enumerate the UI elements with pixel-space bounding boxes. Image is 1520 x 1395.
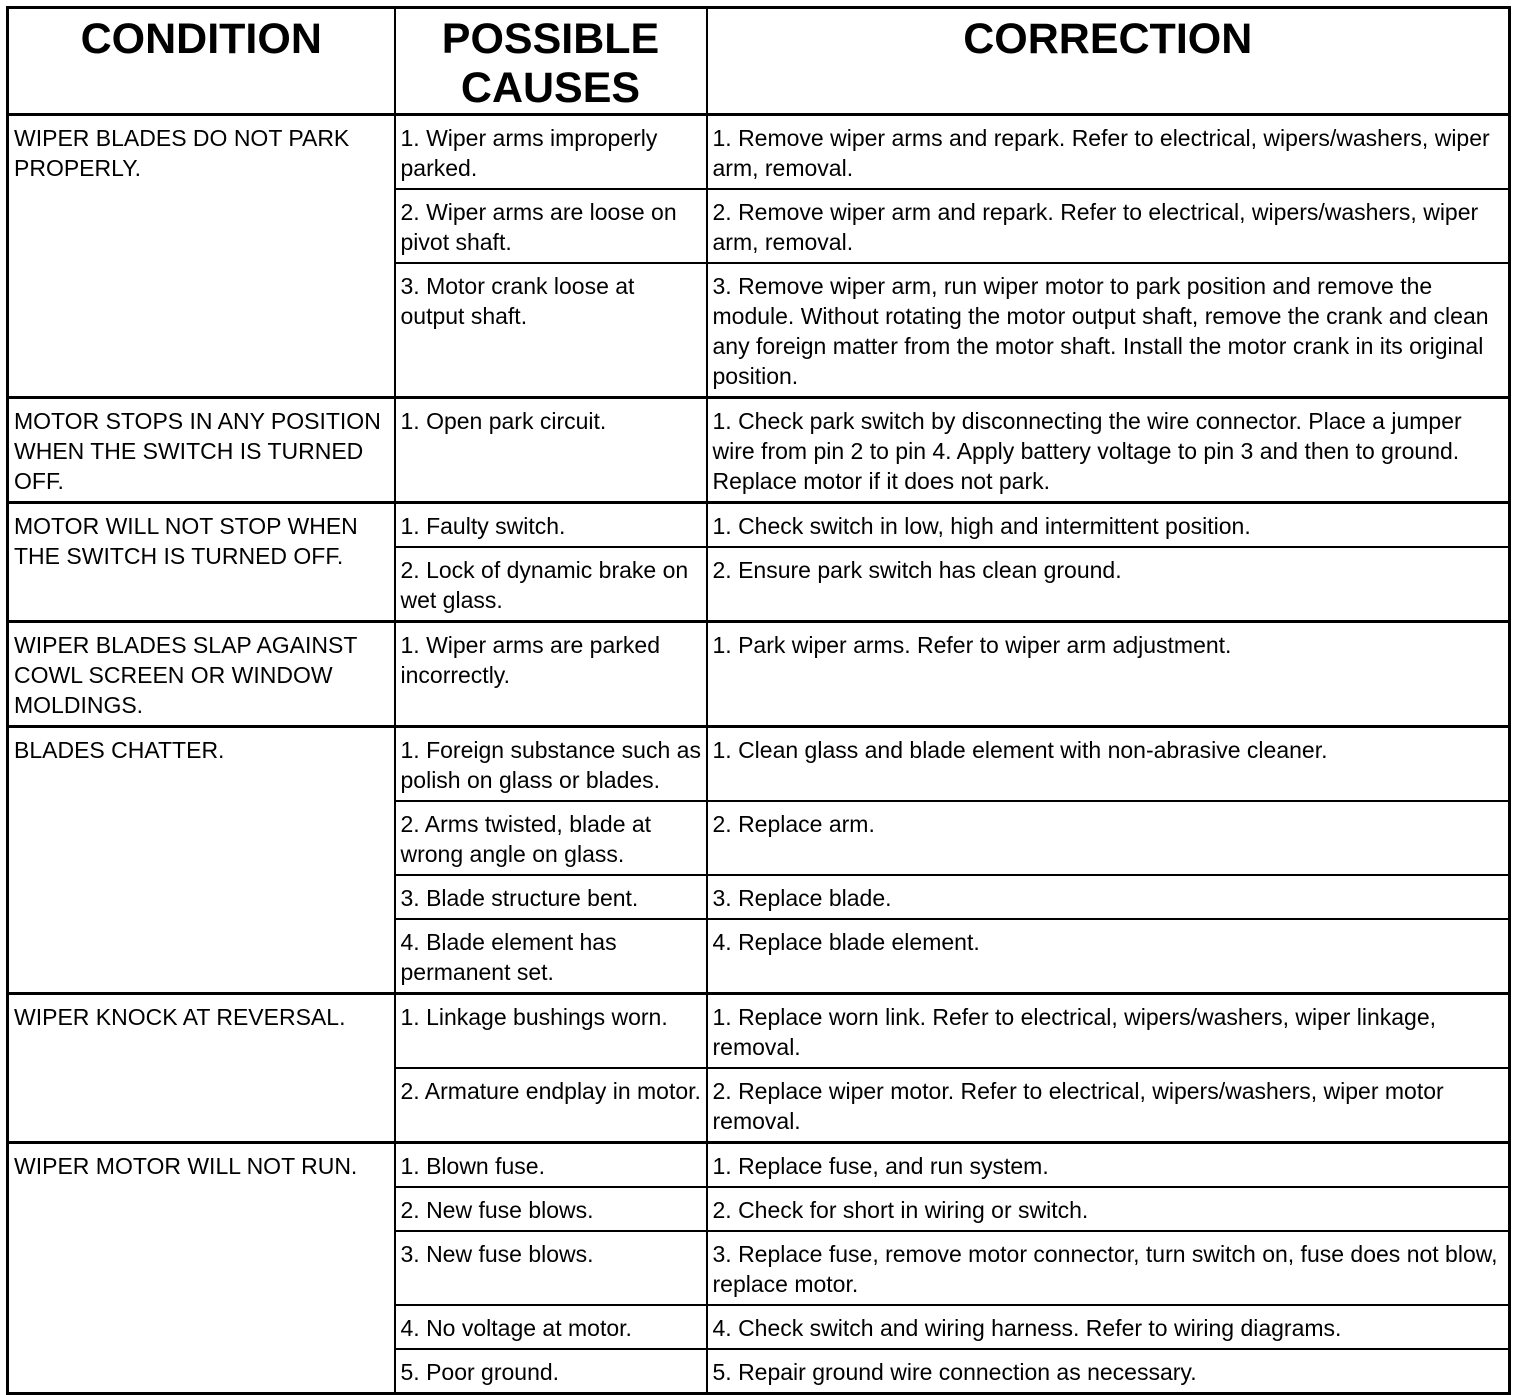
diagnosis-table (6, 6, 1511, 1395)
table-row (8, 622, 1510, 727)
table-row (8, 115, 1510, 190)
correction-cell: 2. Check for short in wiring or switch. (707, 1187, 1510, 1231)
condition-cell: WIPER BLADES DO NOT PARK PROPERLY. (8, 115, 395, 398)
condition-header: CONDITION (8, 8, 395, 115)
correction-cell: 3. Replace blade. (707, 875, 1510, 919)
possible-causes-header: POSSIBLE CAUSES (395, 8, 707, 115)
correction-cell: 1. Replace fuse, and run system. (707, 1143, 1510, 1188)
correction-cell: 1. Park wiper arms. Refer to wiper arm adjustment. (707, 622, 1510, 727)
table-row (8, 1143, 1510, 1188)
cause-cell: 1. Linkage bushings worn. (395, 994, 707, 1069)
correction-cell: 5. Repair ground wire connection as necessary. (707, 1349, 1510, 1394)
cause-cell: 2. Lock of dynamic brake on wet glass. (395, 547, 707, 622)
table-row (8, 398, 1510, 503)
correction-cell: 2. Replace wiper motor. Refer to electrical, wipers/washers, wiper motor removal. (707, 1068, 1510, 1143)
cause-cell: 3. Motor crank loose at output shaft. (395, 263, 707, 398)
cause-cell: 1. Faulty switch. (395, 503, 707, 548)
cause-cell: 5. Poor ground. (395, 1349, 707, 1394)
cause-cell: 1. Blown fuse. (395, 1143, 707, 1188)
cause-cell: 2. Armature endplay in motor. (395, 1068, 707, 1143)
correction-cell: 1. Clean glass and blade element with non-abrasive cleaner. (707, 727, 1510, 802)
condition-cell: WIPER MOTOR WILL NOT RUN. (8, 1143, 395, 1394)
correction-cell: 4. Replace blade element. (707, 919, 1510, 994)
correction-cell: 2. Replace arm. (707, 801, 1510, 875)
correction-cell: 3. Replace fuse, remove motor connector, turn switch on, fuse does not blow, replace motor. (707, 1231, 1510, 1305)
correction-cell: 1. Check switch in low, high and intermittent position. (707, 503, 1510, 548)
header-row (8, 8, 1510, 115)
cause-cell: 4. Blade element has permanent set. (395, 919, 707, 994)
correction-cell: 2. Remove wiper arm and repark. Refer to electrical, wipers/washers, wiper arm, removal. (707, 189, 1510, 263)
condition-cell: WIPER BLADES SLAP AGAINST COWL SCREEN OR WINDOW MOLDINGS. (8, 622, 395, 727)
cause-cell: 1. Wiper arms improperly parked. (395, 115, 707, 190)
cause-cell: 2. New fuse blows. (395, 1187, 707, 1231)
correction-cell: 1. Replace worn link. Refer to electrical, wipers/washers, wiper linkage, removal. (707, 994, 1510, 1069)
cause-cell: 4. No voltage at motor. (395, 1305, 707, 1349)
cause-cell: 2. Arms twisted, blade at wrong angle on glass. (395, 801, 707, 875)
condition-cell: MOTOR WILL NOT STOP WHEN THE SWITCH IS TURNED OFF. (8, 503, 395, 622)
correction-cell: 4. Check switch and wiring harness. Refer to wiring diagrams. (707, 1305, 1510, 1349)
correction-cell: 1. Remove wiper arms and repark. Refer to electrical, wipers/washers, wiper arm, removal. (707, 115, 1510, 190)
table-row (8, 994, 1510, 1069)
cause-cell: 3. New fuse blows. (395, 1231, 707, 1305)
table-row (8, 503, 1510, 548)
table-row (8, 727, 1510, 802)
correction-cell: 2. Ensure park switch has clean ground. (707, 547, 1510, 622)
cause-cell: 3. Blade structure bent. (395, 875, 707, 919)
table-body (8, 115, 1510, 1394)
correction-header: CORRECTION (707, 8, 1510, 115)
condition-cell: WIPER KNOCK AT REVERSAL. (8, 994, 395, 1143)
cause-cell: 1. Foreign substance such as polish on glass or blades. (395, 727, 707, 802)
correction-cell: 1. Check park switch by disconnecting the wire connector. Place a jumper wire from pin 2 to pin 4. Apply battery voltage to pin 3 and then to ground. Replace motor if it does not park. (707, 398, 1510, 503)
condition-cell: BLADES CHATTER. (8, 727, 395, 994)
cause-cell: 2. Wiper arms are loose on pivot shaft. (395, 189, 707, 263)
correction-cell: 3. Remove wiper arm, run wiper motor to park position and remove the module. Without rotating the motor output shaft, remove the crank and clean any foreign matter from the motor shaft. Install the motor crank in its original position. (707, 263, 1510, 398)
condition-cell: MOTOR STOPS IN ANY POSITION WHEN THE SWITCH IS TURNED OFF. (8, 398, 395, 503)
cause-cell: 1. Open park circuit. (395, 398, 707, 503)
cause-cell: 1. Wiper arms are parked incorrectly. (395, 622, 707, 727)
